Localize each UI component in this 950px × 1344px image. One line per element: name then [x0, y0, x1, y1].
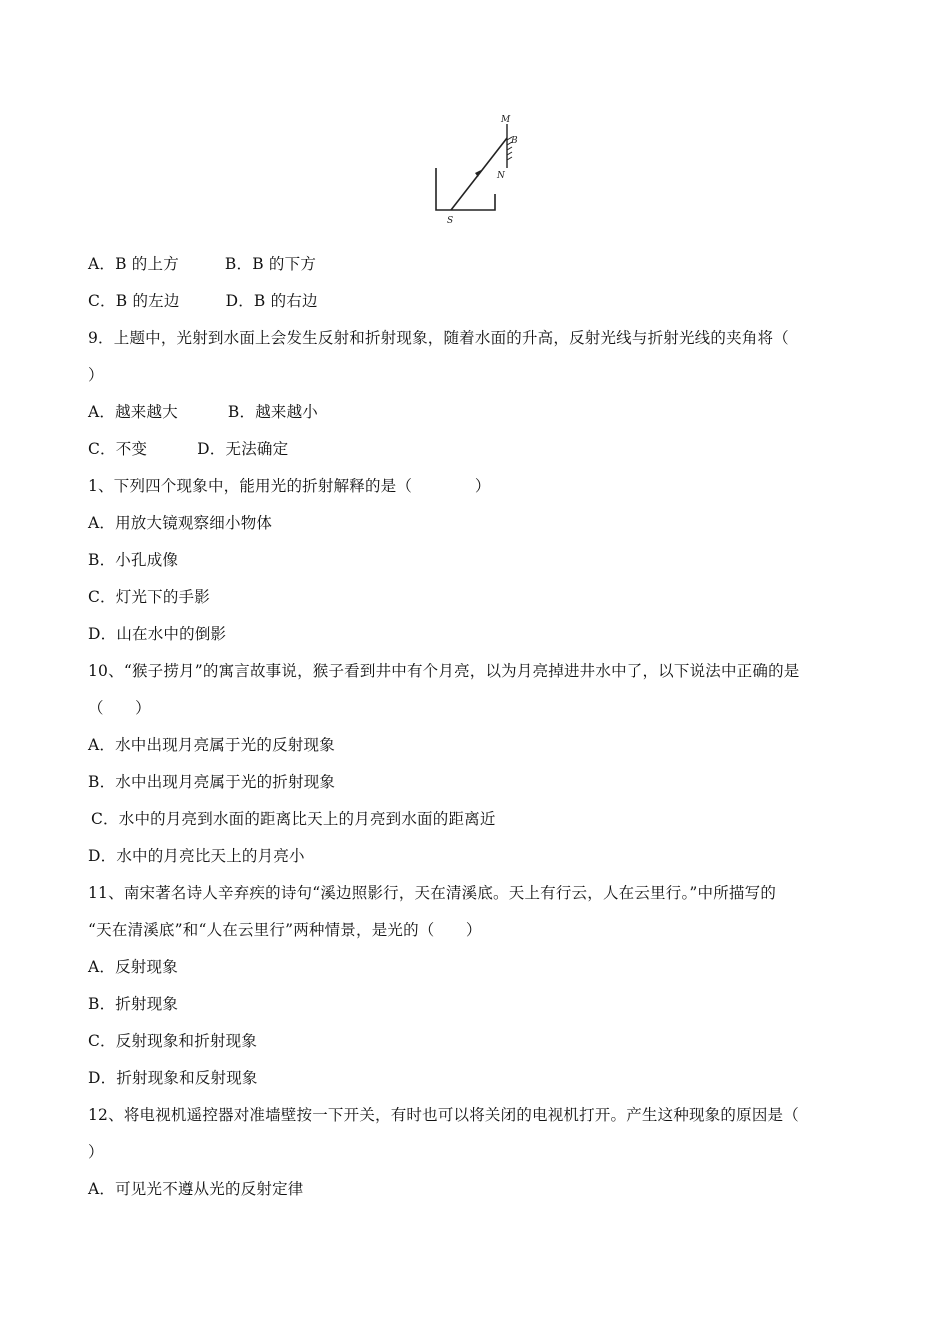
option-d: D．B 的右边: [225, 292, 318, 310]
q8-options-row1: [88, 254, 316, 274]
q10-close: （ ）: [88, 699, 151, 717]
label-s: S: [447, 216, 454, 226]
option-c: C．不变: [88, 440, 148, 458]
q11-stem-continued: “天在清溪底”和“人在云里行”两种情景，是光的（ ）: [88, 921, 482, 939]
q9-options-row1: [88, 402, 318, 422]
q1-option-a: A．用放大镜观察细小物体: [88, 514, 273, 532]
label-b: B: [511, 136, 518, 146]
q11-option-b: B．折射现象: [88, 995, 179, 1013]
q12-stem: 12、将电视机遥控器对准墙壁按一下开关，有时也可以将关闭的电视机打开。产生这种现象的原因是（: [88, 1106, 799, 1124]
q12-option-a: A．可见光不遵从光的反射定律: [88, 1180, 304, 1198]
q9-close: ）: [88, 366, 104, 384]
label-n: N: [497, 171, 505, 181]
q1-option-c: C．灯光下的手影: [88, 588, 210, 606]
q8-options-row2: [88, 291, 318, 311]
q11-option-d: D．折射现象和反射现象: [88, 1069, 258, 1087]
mirror-light-diagram: [425, 110, 525, 230]
q10-option-b: B．水中出现月亮属于光的折射现象: [88, 773, 336, 791]
container-outline: [436, 168, 495, 210]
q9-stem: 9．上题中，光射到水面上会发生反射和折射现象，随着水面的升高，反射光线与折射光线的夹角将（: [88, 329, 789, 347]
option-a: A．越来越大: [88, 403, 178, 421]
q12-close: ）: [88, 1143, 104, 1161]
option-d: D．无法确定: [197, 440, 289, 458]
option-b: B．B 的下方: [224, 255, 317, 273]
q10-option-c: C．水中的月亮到水面的距离比天上的月亮到水面的距离近: [91, 810, 496, 828]
q10-option-d: D．水中的月亮比天上的月亮小: [88, 847, 305, 865]
q9-options-row2: [88, 439, 288, 459]
q10-option-a: A．水中出现月亮属于光的反射现象: [88, 736, 335, 754]
q11-option-a: A．反射现象: [88, 958, 178, 976]
q1-stem: 1、下列四个现象中，能用光的折射解释的是（ ）: [88, 477, 491, 495]
q1-option-d: D．山在水中的倒影: [88, 625, 227, 643]
q1-option-b: B．小孔成像: [88, 551, 179, 569]
option-a: A．B 的上方: [88, 255, 179, 273]
q11-stem: 11、南宋著名诗人辛弃疾的诗句“溪边照影行，天在清溪底。天上有行云，人在云里行。”中所描写的: [88, 884, 777, 902]
option-b: B．越来越小: [227, 403, 318, 421]
option-c: C．B 的左边: [88, 292, 180, 310]
q11-option-c: C．反射现象和折射现象: [88, 1032, 258, 1050]
q10-stem: 10、“猴子捞月”的寓言故事说，猴子看到井中有个月亮，以为月亮掉进井水中了，以下说法中正确的是: [88, 662, 800, 680]
label-m: M: [501, 115, 511, 125]
